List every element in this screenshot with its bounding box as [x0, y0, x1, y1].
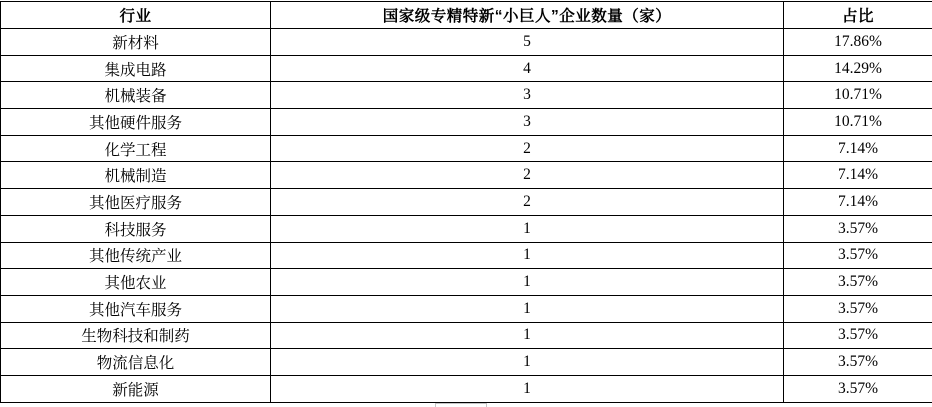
cell-count: 5 [271, 29, 784, 56]
cell-count: 1 [271, 322, 784, 349]
cell-count: 3 [271, 82, 784, 109]
cell-industry: 新能源 [1, 375, 271, 402]
cell-count: 2 [271, 189, 784, 216]
table-body [1, 29, 932, 403]
cell-industry: 物流信息化 [1, 349, 271, 376]
cell-count: 2 [271, 135, 784, 162]
cropped-cell-edge [435, 403, 487, 407]
cell-share: 10.71% [784, 82, 932, 109]
cell-share: 7.14% [784, 189, 932, 216]
cell-industry: 机械制造 [1, 162, 271, 189]
cell-share: 14.29% [784, 55, 932, 82]
cell-count: 2 [271, 162, 784, 189]
table-row [1, 269, 932, 296]
table-row [1, 242, 932, 269]
cell-share: 3.57% [784, 375, 932, 402]
header-row [1, 2, 932, 29]
table-row [1, 189, 932, 216]
cell-industry: 其他硬件服务 [1, 109, 271, 136]
cell-share: 3.57% [784, 269, 932, 296]
cell-industry: 生物科技和制药 [1, 322, 271, 349]
cell-count: 4 [271, 55, 784, 82]
table-row [1, 29, 932, 56]
cell-count: 1 [271, 215, 784, 242]
cell-share: 3.57% [784, 322, 932, 349]
cell-share: 3.57% [784, 242, 932, 269]
table-row [1, 215, 932, 242]
column-header-share: 占比 [784, 2, 932, 29]
table-row [1, 322, 932, 349]
table-row [1, 55, 932, 82]
cell-share: 3.57% [784, 295, 932, 322]
cell-industry: 机械装备 [1, 82, 271, 109]
cell-industry: 其他传统产业 [1, 242, 271, 269]
industry-table [0, 1, 932, 403]
cell-industry: 新材料 [1, 29, 271, 56]
column-header-industry: 行业 [1, 2, 271, 29]
cell-industry: 其他农业 [1, 269, 271, 296]
table-row [1, 375, 932, 402]
table-row [1, 135, 932, 162]
table-row [1, 162, 932, 189]
cell-share: 3.57% [784, 215, 932, 242]
cell-industry: 化学工程 [1, 135, 271, 162]
cell-count: 1 [271, 269, 784, 296]
table-row [1, 82, 932, 109]
column-header-count: 国家级专精特新“小巨人”企业数量（家） [271, 2, 784, 29]
cell-industry: 其他医疗服务 [1, 189, 271, 216]
cell-share: 7.14% [784, 135, 932, 162]
cell-share: 17.86% [784, 29, 932, 56]
cell-share: 10.71% [784, 109, 932, 136]
cell-count: 3 [271, 109, 784, 136]
cell-count: 1 [271, 242, 784, 269]
table-row [1, 295, 932, 322]
table-row [1, 349, 932, 376]
table-row [1, 109, 932, 136]
cell-count: 1 [271, 375, 784, 402]
cell-count: 1 [271, 349, 784, 376]
cell-count: 1 [271, 295, 784, 322]
cell-industry: 科技服务 [1, 215, 271, 242]
cell-industry: 集成电路 [1, 55, 271, 82]
cell-industry: 其他汽车服务 [1, 295, 271, 322]
cell-share: 3.57% [784, 349, 932, 376]
cell-share: 7.14% [784, 162, 932, 189]
